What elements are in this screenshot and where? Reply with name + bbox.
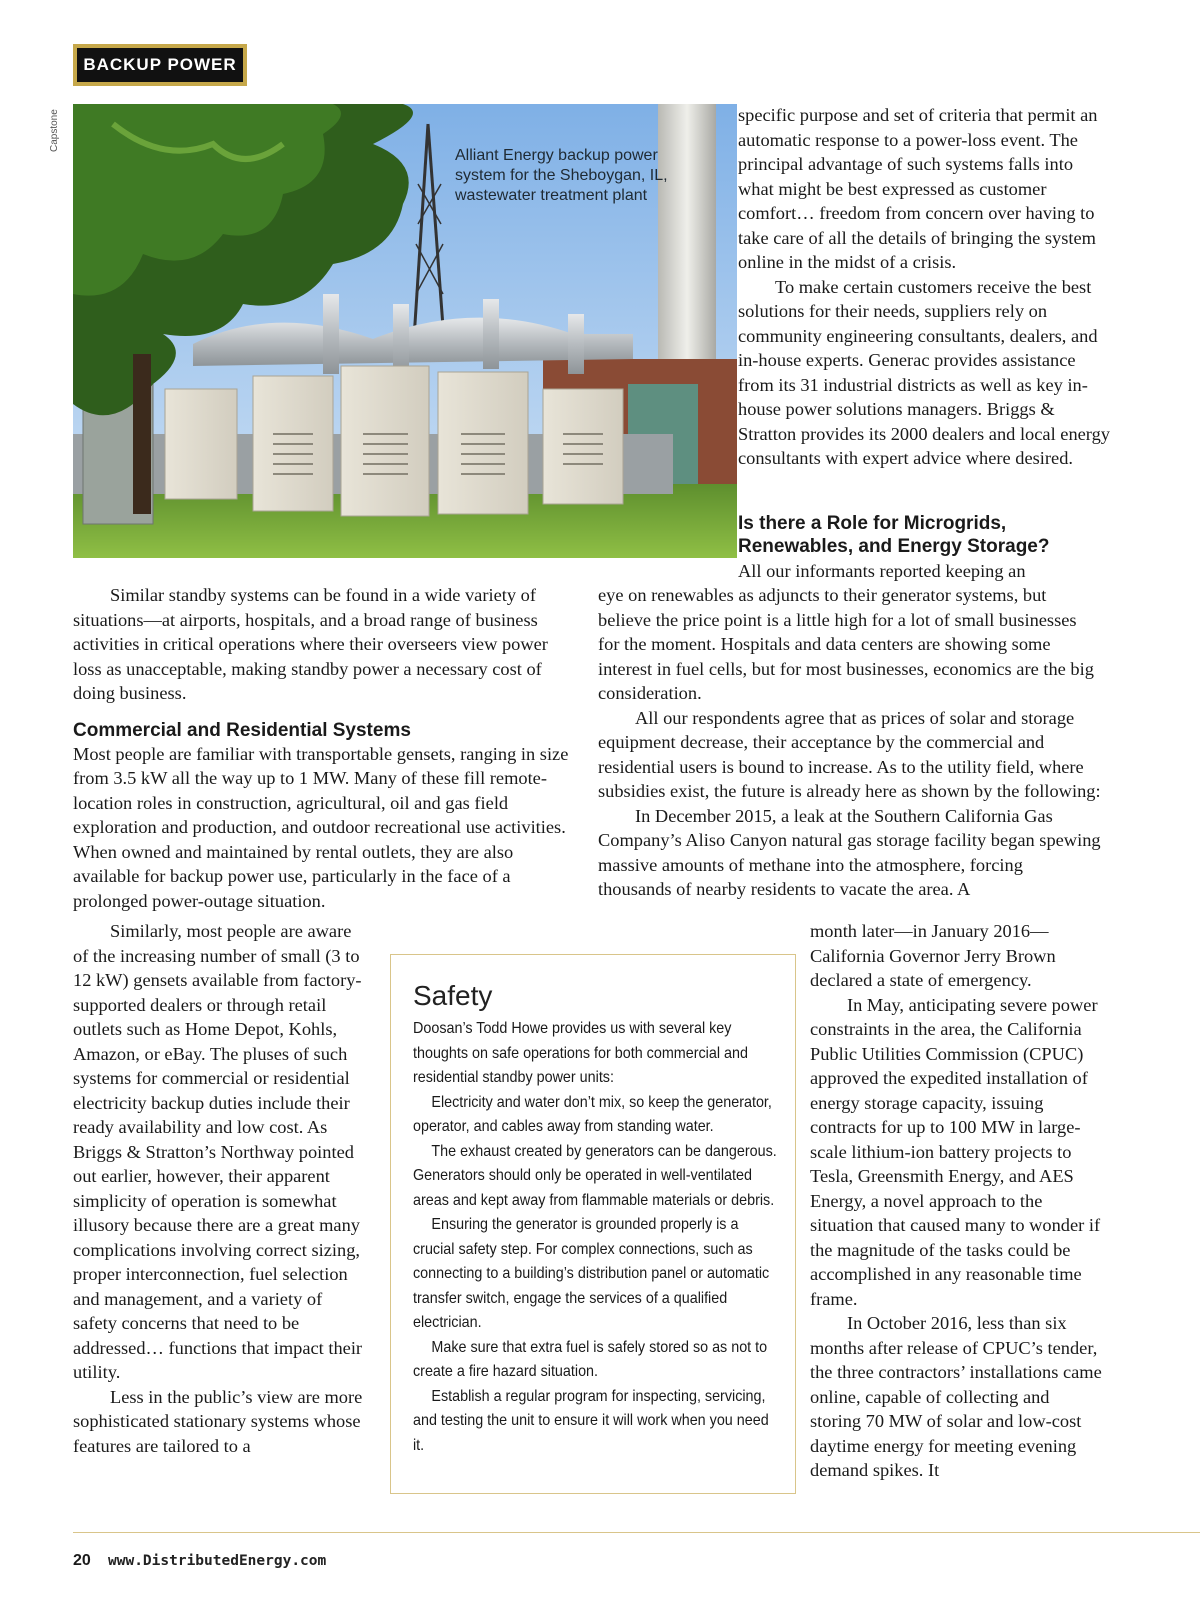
site-url: www.DistributedEnergy.com — [108, 1553, 327, 1569]
paragraph: Less in the public’s view are more sophisticated stationary systems whose features are tailored to a — [73, 1386, 363, 1456]
right-column-top — [738, 103, 1113, 471]
sidebar-item: The exhaust created by generators can be dangerous. Generators should only be operated in well-ventilated areas and kept away from flammable materials or debris. — [413, 1142, 777, 1209]
sidebar-intro: Doosan’s Todd Howe provides us with several key thoughts on safe operations for both commercial and residential standby power units: — [413, 1020, 748, 1086]
paragraph: Most people are familiar with transportable gensets, ranging in size from 3.5 kW all the way up to 1 MW. Many of these fill remote-location roles in construction, agricultural, oil and gas field exploration and production, and outdoor recreational use activities. When owned and maintained by rental outlets, they are also available for backup power use, particularly in the face of a prolonged power-outage situation. — [73, 743, 569, 911]
sidebar-title: Safety — [413, 980, 493, 1011]
sidebar-item: Establish a regular program for inspecting, servicing, and testing the unit to ensure it will work when you need it. — [413, 1387, 769, 1454]
left-column-bottom — [73, 919, 369, 1458]
microgrids-body — [598, 583, 1101, 902]
paragraph: Similarly, most people are aware of the increasing number of small (3 to 12 kW) gensets available from factory-supported dealers or through retail outlets such as Home Depot, Kohls, Amazon, or eBay. The pluses of such systems for commercial or residential electricity backup duties include their ready availability and low cost. As Briggs & Stratton’s Northway pointed out earlier, however, their apparent simplicity of operation is somewhat illusory because there are a great many complications involving correct sizing, proper interconnection, fuel selection and management, and a variety of safety concerns that need to be addressed… functions that impact their utility. — [73, 921, 363, 1382]
sidebar-item: Ensuring the generator is grounded properly is a crucial safety step. For complex connections, such as connecting to a building’s distribution panel or automatic transfer switch, engage the services of a qualified electrician. — [413, 1216, 770, 1331]
photo-credit: Capstone — [49, 109, 60, 152]
microgrids-section — [738, 512, 1118, 558]
section-tag: BACKUP POWER — [73, 44, 247, 86]
paragraph: In May, anticipating severe power constraints in the area, the California Public Utilities Commission (CPUC) approved the expedited installation of energy storage capacity, issuing contracts for up to 100 MW in large-scale lithium-ion battery projects to Tesla, Greensmith Energy, and AES Energy, a novel approach to the situation that caused many to wonder if the magnitude of the tasks could be accomplished in any reasonable time frame. — [810, 994, 1101, 1309]
paragraph: eye on renewables as adjuncts to their generator systems, but believe the price point is a little high for a lot of small businesses for the moment. Hospitals and data centers are showing some interest in fuel cells, but for most businesses, economics are the big consideration. — [598, 585, 1094, 703]
section-heading: Commercial and Residential Systems — [73, 719, 411, 741]
left-column-top — [73, 583, 576, 913]
safety-sidebar — [390, 954, 796, 1494]
sidebar-text — [413, 1017, 777, 1458]
paragraph: specific purpose and set of criteria that permit an automatic response to a power-loss event. The principal advantage of such systems falls into what might be best expressed as customer comfort… freedom from concern over having to take care of all the details of bringing the system online in the midst of a crisis. — [738, 105, 1098, 272]
paragraph: To make certain customers receive the best solutions for their needs, suppliers rely on community engineering consultants, dealers, and in-house experts. Generac provides assistance from its 31 industrial districts as well as key in-house power solutions managers. Briggs & Stratton provides its 2000 dealers and local energy consultants with expert advice where desired. — [738, 276, 1110, 468]
page-number: 20 — [73, 1552, 91, 1569]
microgrids-lead — [738, 559, 1098, 584]
paragraph: All our respondents agree that as prices of solar and storage equipment decrease, their acceptance by the commercial and residential users is bound to increase. As to the utility field, where subsidies exist, the future is already here as shown by the following: — [598, 707, 1101, 801]
right-column-bottom — [810, 919, 1105, 1483]
footer-rule — [73, 1532, 1200, 1533]
sidebar-item: Make sure that extra fuel is safely stored so as not to create a fire hazard situation. — [413, 1338, 768, 1380]
paragraph: In October 2016, less than six months after release of CPUC’s tender, the three contractors’ installations came online, capable of collecting and storing 70 MW of solar and low-cost daytime energy for meeting evening demand spikes. It — [810, 1313, 1102, 1480]
paragraph: month later—in January 2016— California Governor Jerry Brown declared a state of emergency. — [810, 921, 1056, 990]
paragraph: Similar standby systems can be found in a wide variety of situations—at airports, hospitals, and a broad range of business activities in critical operations where their overseers view power loss as unacceptable, making standby power a necessary cost of doing business. — [73, 585, 548, 703]
photo-caption: Alliant Energy backup power system for the Sheboygan, IL, wastewater treatment plant — [455, 147, 668, 204]
section-heading: Is there a Role for Microgrids, Renewables, and Energy Storage? — [738, 513, 1050, 557]
sidebar-item: Electricity and water don’t mix, so keep the generator, operator, and cables away from standing water. — [413, 1093, 772, 1135]
paragraph: In December 2015, a leak at the Southern California Gas Company’s Aliso Canyon natural gas storage facility began spewing massive amounts of methane into the atmosphere, forcing thousands of nearby residents to vacate the area. A — [598, 805, 1101, 899]
paragraph: All our informants reported keeping an — [738, 561, 1026, 581]
